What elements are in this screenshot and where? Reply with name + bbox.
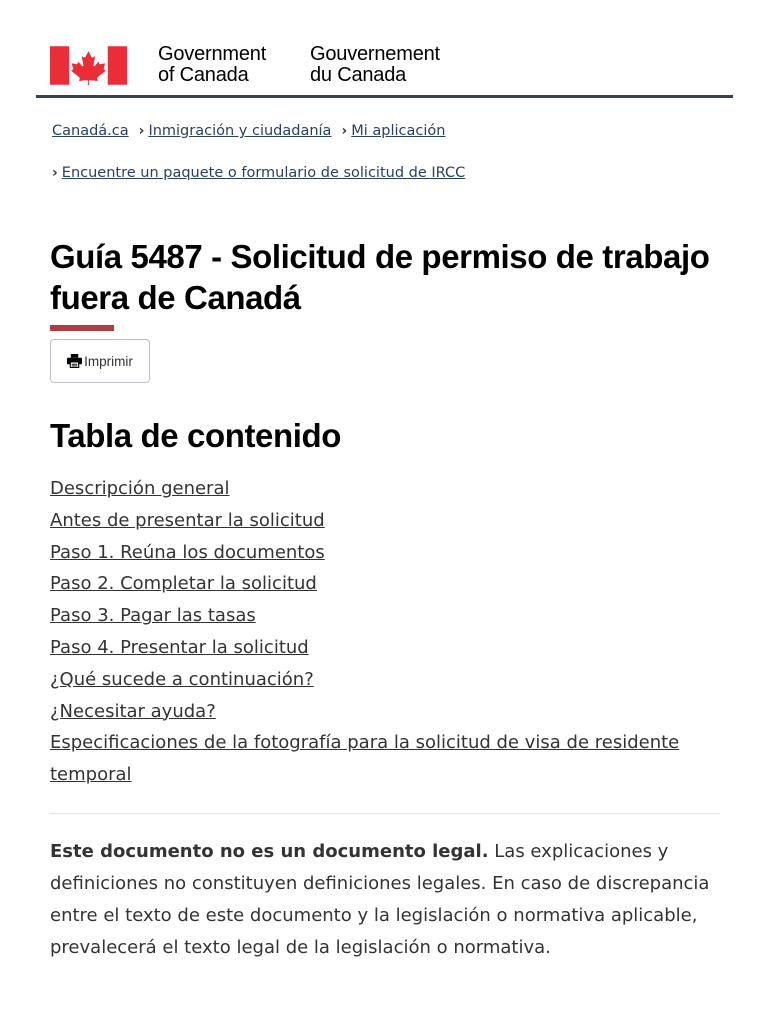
signature-fr-line1: Gouvernement [310, 43, 440, 65]
signature-english[interactable] [158, 44, 266, 86]
toc-link-what-happens-next[interactable]: ¿Qué sucede a continuación? [50, 668, 314, 690]
toc-link-before-applying[interactable]: Antes de presentar la solicitud [50, 509, 325, 531]
toc-heading: Tabla de contenido [50, 417, 342, 454]
toc-item [50, 696, 710, 728]
canada-flag-icon[interactable] [50, 46, 127, 85]
toc-link-step-1[interactable]: Paso 1. Reúna los documentos [50, 541, 325, 563]
legal-notice-bold: Este documento no es un documento legal. [50, 841, 489, 862]
toc-item [50, 473, 710, 505]
signature-en-line1: Government [158, 43, 267, 65]
chevron-right-icon: › [52, 165, 58, 181]
toc-link-step-2[interactable]: Paso 2. Completar la solicitud [50, 573, 317, 595]
site-header [36, 0, 733, 98]
page-title: Guía 5487 - Solicitud de permiso de trabajo fuera de Canadá [50, 238, 710, 316]
toc-list [50, 473, 710, 791]
signature-en-line2: of Canada [158, 64, 249, 86]
chevron-right-icon: › [341, 123, 348, 139]
toc-item [50, 505, 710, 537]
toc-item [50, 600, 710, 632]
toc-link-photo-specs[interactable]: Especificaciones de la fotografía para la solicitud de visa de residente temporal [50, 732, 680, 786]
signature-french[interactable] [310, 44, 440, 86]
print-button[interactable] [50, 339, 150, 383]
toc-item [50, 632, 710, 664]
toc-item [50, 537, 710, 569]
legal-notice-text: Las explicaciones y definiciones no constituyen definiciones legales. En caso de discrepancia entre el texto de este documento y la legislación o normativa aplicable, prevalecerá el texto legal de la legislación o normativa. [50, 841, 710, 958]
toc-item [50, 664, 710, 696]
title-underline [50, 325, 114, 331]
toc-link-overview[interactable]: Descripción general [50, 478, 230, 499]
breadcrumb-find-form[interactable]: Encuentre un paquete o formulario de solicitud de IRCC [61, 165, 466, 181]
chevron-right-icon: › [138, 123, 145, 139]
toc-item [50, 568, 710, 600]
signature-fr-line2: du Canada [310, 64, 407, 86]
toc-link-need-help[interactable]: ¿Necesitar ayuda? [50, 700, 216, 722]
breadcrumb-immigration[interactable]: Inmigración y ciudadanía [148, 123, 332, 139]
print-button-label: Imprimir [84, 353, 133, 369]
toc-link-step-3[interactable]: Paso 3. Pagar las tasas [50, 605, 256, 627]
breadcrumb-canada-ca[interactable]: Canadá.ca [52, 123, 129, 139]
breadcrumb-my-application[interactable]: Mi aplicación [351, 123, 446, 139]
printer-icon [67, 354, 82, 368]
breadcrumb-row [52, 123, 451, 139]
toc-item [50, 727, 710, 791]
section-divider [50, 813, 720, 814]
legal-notice [50, 836, 720, 964]
breadcrumb-row [52, 165, 471, 181]
toc-link-step-4[interactable]: Paso 4. Presentar la solicitud [50, 636, 309, 658]
